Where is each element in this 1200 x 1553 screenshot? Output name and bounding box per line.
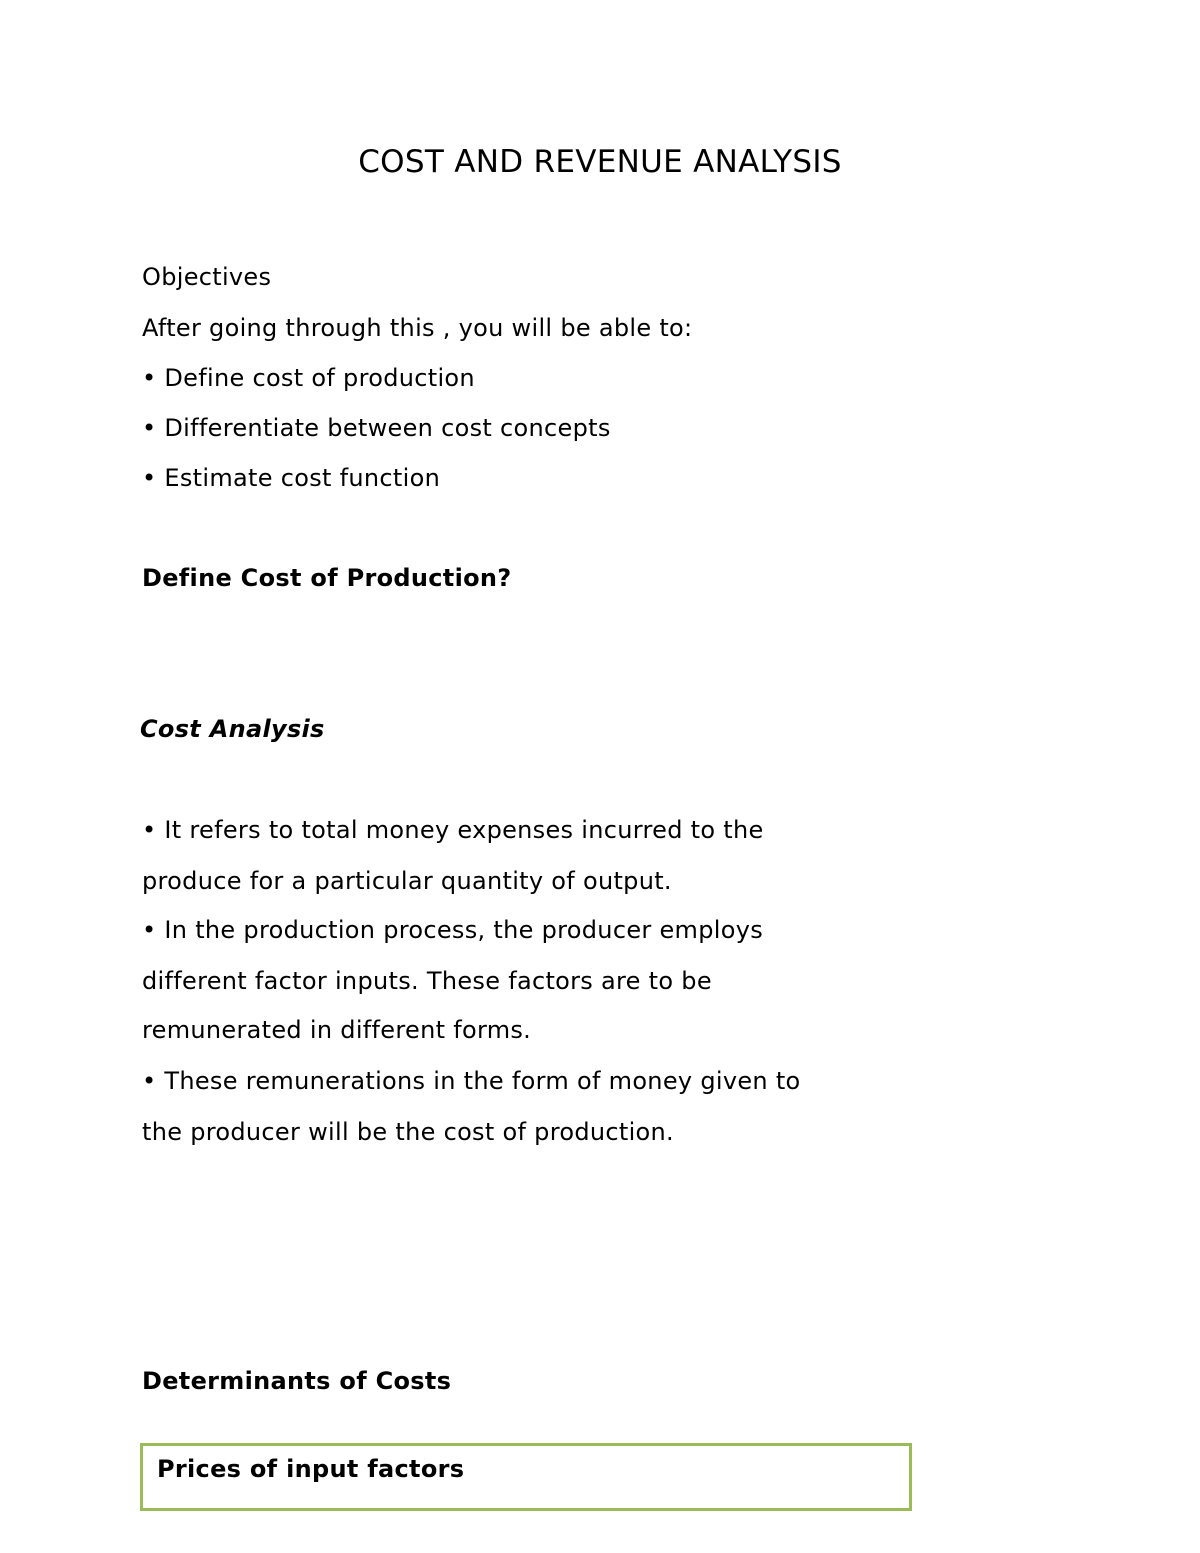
section-heading-define-cost: Define Cost of Production? (142, 564, 512, 592)
determinant-box (140, 1443, 912, 1511)
objective-item: • Define cost of production (142, 364, 475, 392)
document-title: COST AND REVENUE ANALYSIS (358, 144, 842, 180)
section-heading-determinants: Determinants of Costs (142, 1367, 452, 1395)
cost-analysis-line: produce for a particular quantity of output. (142, 867, 672, 895)
cost-analysis-line: • These remunerations in the form of money given to (142, 1067, 801, 1095)
objective-item: • Differentiate between cost concepts (142, 414, 611, 442)
determinant-box-label: Prices of input factors (157, 1455, 465, 1483)
objectives-heading: Objectives (142, 263, 272, 291)
objective-item: • Estimate cost function (142, 464, 441, 492)
cost-analysis-line: the producer will be the cost of production. (142, 1118, 674, 1146)
cost-analysis-line: • In the production process, the producer employs (142, 916, 764, 944)
objectives-intro: After going through this , you will be able to: (142, 314, 693, 342)
cost-analysis-line: different factor inputs. These factors are to be (142, 967, 712, 995)
section-heading-cost-analysis: Cost Analysis (140, 715, 325, 743)
cost-analysis-line: • It refers to total money expenses incurred to the (142, 816, 764, 844)
cost-analysis-line: remunerated in different forms. (142, 1016, 532, 1044)
